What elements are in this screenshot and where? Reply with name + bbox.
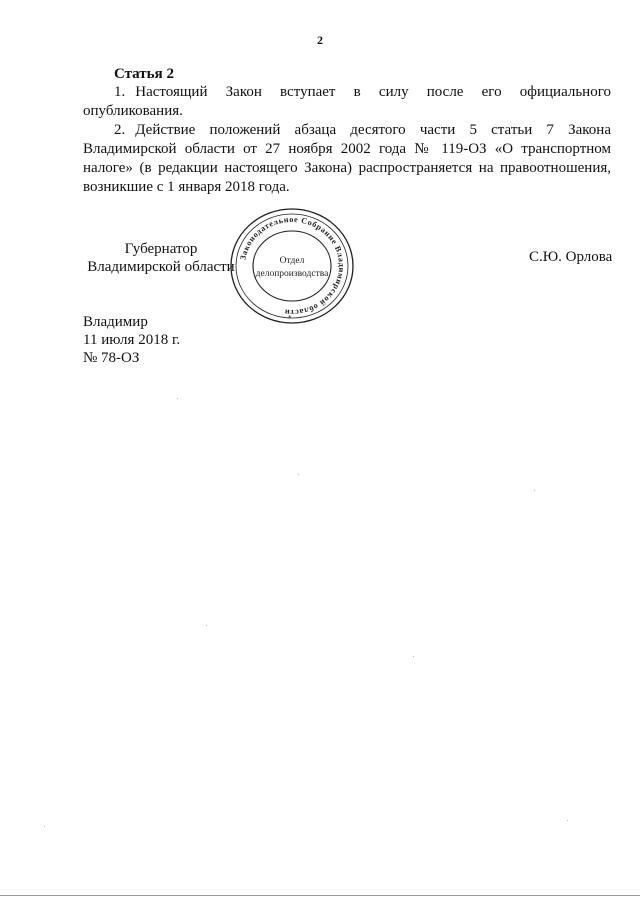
seal-outer-text-path: Законодательное Собрание Владимирской области [238,214,347,318]
scan-speck [534,490,535,491]
signatory-name: С.Ю. Орлова [529,249,613,265]
seal-inner-line-1: Отдел [279,256,305,266]
article-title: Статья 2 [114,66,174,82]
article-paragraph-1 [83,83,611,121]
scan-speck [567,820,568,821]
paragraph-1-number: 1. [114,84,126,100]
scan-speck [206,625,207,626]
signatory-position-line-1: Губернатор [124,241,198,257]
paragraph-2-number-wrap [83,122,135,138]
signing-city: Владимир [83,314,148,330]
paragraph-2-text: Действие положений абзаца десятого части 5 статьи 7 Закона Владимирской области от 27 ноября 2002 года № 119-ОЗ «О транспортном налоге» (в редакции настоящего Закона) распространяется на правоотношения, возникшие с 1 января 2018 года. [83,122,611,195]
scan-speck [177,398,178,399]
scan-speck [44,826,45,827]
scan-edge-line [0,895,640,896]
seal-inner-ring [253,231,331,301]
seal-inner-line-2: делопроизводства [255,269,329,279]
seal-star: * [288,314,292,322]
scan-speck [298,474,299,475]
paragraph-2-number: 2. [114,122,126,138]
place-date-block [83,313,180,367]
scan-speck [413,656,414,657]
signatory-position-line-2: Владимирской области [87,259,235,275]
signatory-position [82,240,240,276]
seal-outer-ring [231,209,353,323]
article-paragraph-2 [83,121,611,197]
law-number: № 78-ОЗ [83,350,140,366]
signing-date: 11 июля 2018 г. [83,332,181,348]
paragraph-1-number-wrap [83,84,135,100]
paragraph-1-text: Настоящий Закон вступает в силу после его официального опубликования. [83,84,611,119]
official-seal [228,206,356,326]
page-number: 2 [317,33,323,47]
